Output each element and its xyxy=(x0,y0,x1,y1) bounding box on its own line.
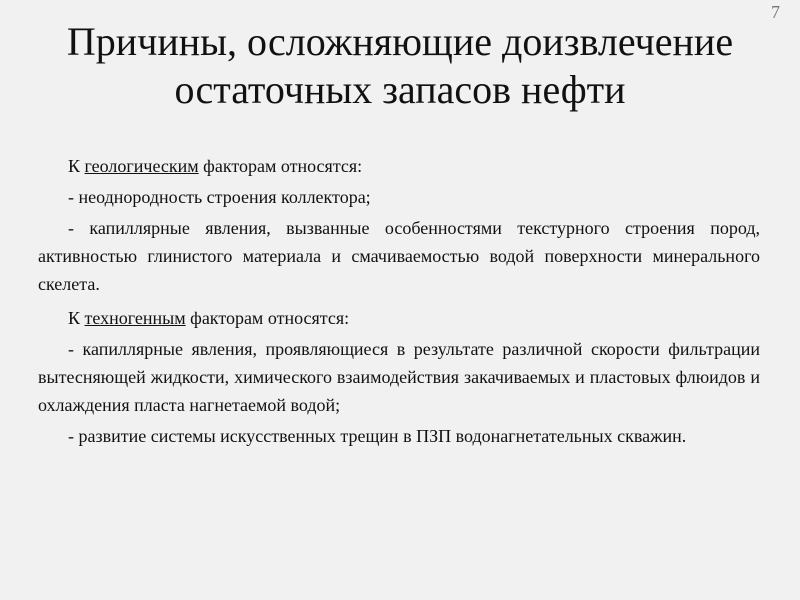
geological-factor-item-2: - капиллярные явления, вызванные особенностями текстурного строения пород, активностью глинистого материала и смачиваемостью водой поверхности минерального скелета. xyxy=(38,218,760,294)
geological-intro-prefix: К xyxy=(68,156,85,176)
geological-factors-intro xyxy=(38,152,760,180)
technogenic-factors-intro xyxy=(38,304,760,332)
slide-body xyxy=(38,152,760,453)
technogenic-factor-item-2: - развитие системы искусственных трещин в ПЗП водонагнетательных скважин. xyxy=(68,426,687,446)
technogenic-factor-item-1: - капиллярные явления, проявляющиеся в результате различной скорости фильтрации вытесняющей жидкости, химического взаимодействия закачиваемых и пластовых флюидов и охлаждения пласта нагнетаемой водой; xyxy=(38,339,760,415)
page-number: 7 xyxy=(771,2,780,22)
geological-term: геологическим xyxy=(84,156,199,176)
technogenic-intro-suffix: факторам относятся: xyxy=(185,308,350,328)
technogenic-term: техногенным xyxy=(84,308,186,328)
geological-factor-item-1: - неоднородность строения коллектора; xyxy=(68,187,371,207)
slide-title-line-1: Причины, осложняющие доизвлечение xyxy=(66,19,734,64)
slide-title-line-2: остаточных запасов нефти xyxy=(174,67,626,112)
geological-intro-suffix: факторам относятся: xyxy=(198,156,363,176)
technogenic-intro-prefix: К xyxy=(68,308,85,328)
slide-title xyxy=(30,18,770,114)
